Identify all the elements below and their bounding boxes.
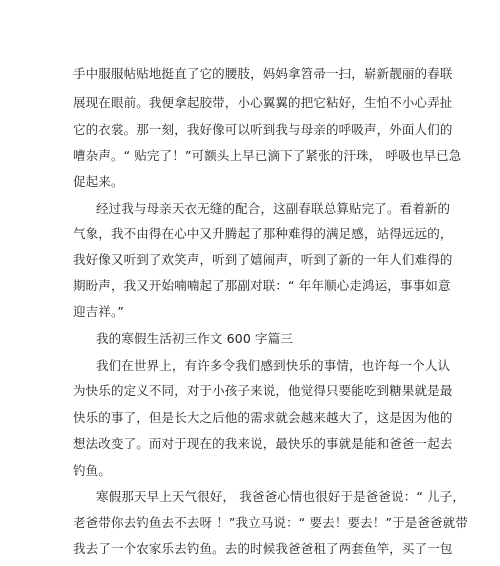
paragraph-start: 寒假那天早上天气很好， 我爸爸心情也很好于是爸爸说：“ 儿子，: [96, 489, 466, 504]
paragraph-start: 我们在世界上，有许多令我们感到快乐的事情，也许每一个人认: [96, 358, 451, 373]
text-line: 老爸带你去钓鱼去不去呀 ！”我立马说：“ 要去！要去！”于是爸爸就带: [73, 515, 468, 530]
text-line: 它的衣裳。那一刻，我好像可以听到我与母亲的呼吸声，外面人们的: [73, 122, 453, 137]
text-line: 快乐的事了，但是长大之后他的需求就会越来越大了，这是因为他的: [73, 410, 453, 425]
text-line: 气象，我不由得在心中又升腾起了那种难得的满足感，站得远远的，: [73, 226, 453, 241]
section-heading: 我的寒假生活初三作文 600 字篇三: [96, 331, 294, 346]
text-line: 为快乐的定义不同，对于小孩子来说，他觉得只要能吃到糖果就是最: [73, 383, 453, 398]
text-line: 迎吉祥。”: [73, 304, 124, 319]
text-line: 手中服服帖贴地挺直了它的腰肢，妈妈拿笤帚一扫，崭新靓丽的春联: [73, 66, 453, 81]
text-line: 期盼声，我又开始喃喃起了那副对联：“ 年年顺心走鸿运，事事如意: [73, 278, 451, 293]
text-line: 钓鱼。: [73, 463, 111, 478]
paragraph-start: 经过我与母亲天衣无缝的配合，这副春联总算贴完了。看着新的: [96, 201, 451, 216]
text-line: 展现在眼前。我便拿起胶带，小心翼翼的把它粘好，生怕不小心弄扯: [73, 95, 453, 110]
text-line: 促起来。: [73, 174, 124, 189]
text-line: 想法改变了。而对于现在的我来说，最快乐的事就是能和爸爸一起去: [73, 436, 453, 451]
text-line: 嘈杂声。“ 贴完了！”可额头上早已滴下了紧张的汗珠， 呼吸也早已急: [73, 148, 462, 163]
text-line: 我去了一个农家乐去钓鱼。去的时候我爸爸租了两套鱼竿，买了一包: [73, 541, 453, 556]
text-line: 我好像又听到了欢笑声，听到了嬉闹声，听到了新的一年人们难得的: [73, 252, 453, 267]
